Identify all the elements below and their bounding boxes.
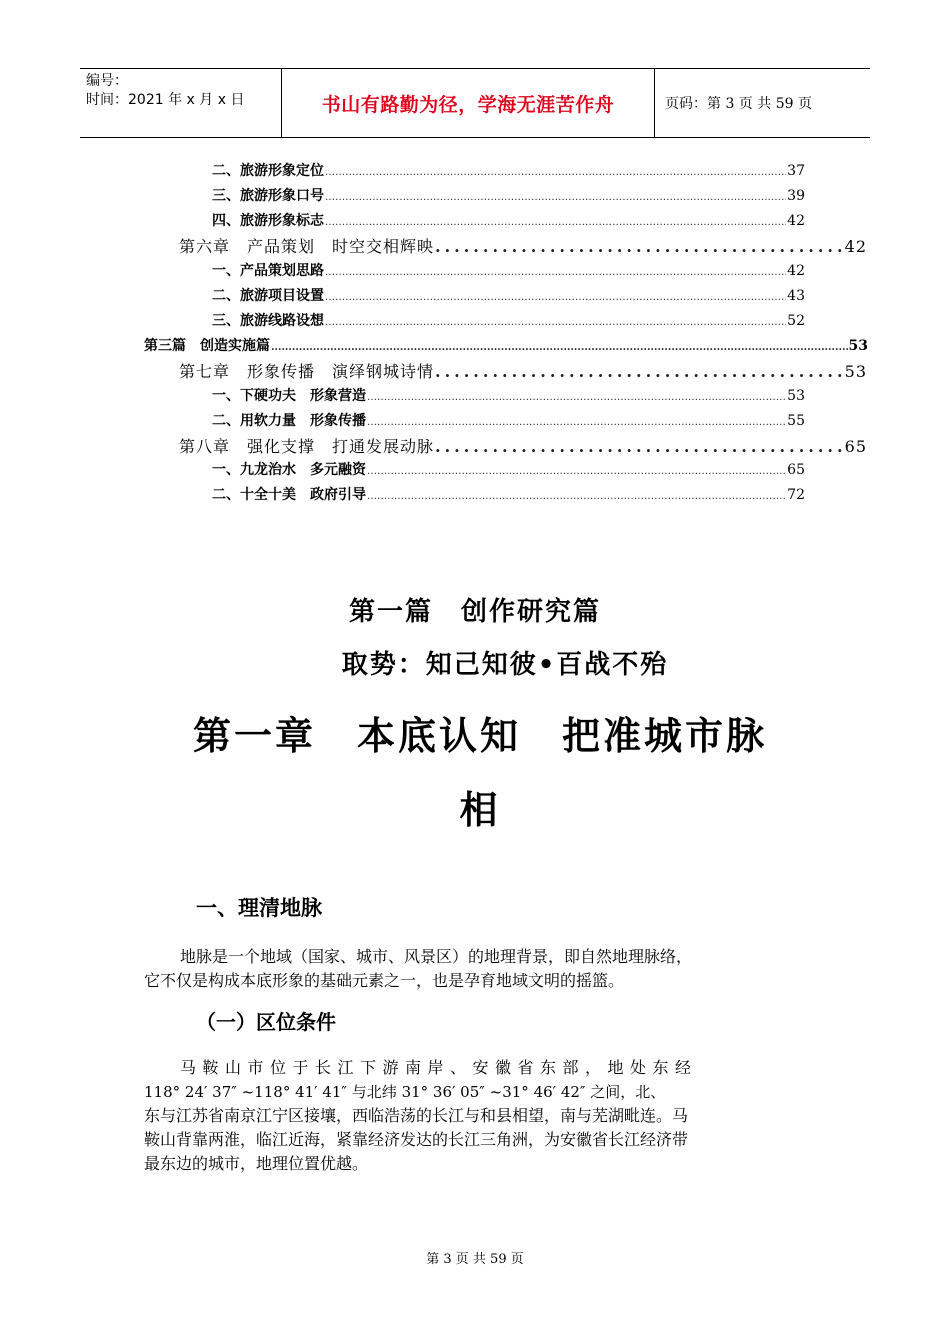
page-footer: 第 3 页 共 59 页 bbox=[426, 1252, 524, 1267]
toc-entry-title: 二、旅游项目设置 bbox=[212, 288, 324, 304]
number-label: 编号： bbox=[86, 73, 128, 89]
toc-leader bbox=[367, 491, 786, 502]
toc-entry-page: 72 bbox=[787, 487, 805, 503]
toc-entry-title: 一、产品策划思路 bbox=[212, 263, 324, 279]
toc-chapter-entry[interactable] bbox=[179, 234, 867, 257]
toc-entry-title: 三、旅游线路设想 bbox=[212, 313, 324, 329]
toc-leader bbox=[435, 362, 844, 381]
header-meta bbox=[80, 69, 282, 137]
toc-entry-title: 三、旅游形象口号 bbox=[212, 188, 324, 204]
paragraph-line: 118° 24′ 37″ ~118° 41′ 41″ 与北纬 31° 36′ 05″ ~31° 46′ 42″ 之间，北、 bbox=[144, 1083, 666, 1101]
toc-part-entry[interactable] bbox=[144, 335, 868, 355]
toc-entry-title: 一、九龙治水 多元融资 bbox=[212, 462, 366, 478]
part-title: 第一篇 创作研究篇 bbox=[348, 597, 601, 627]
toc-entry-title: 二、用软力量 形象传播 bbox=[212, 413, 366, 429]
paragraph-line: 鞍山背靠两淮，临江近海，紧靠经济发达的长江三角洲，为安徽省长江经济带 bbox=[144, 1130, 689, 1149]
toc-entry-title: 一、下硬功夫 形象营造 bbox=[212, 388, 366, 404]
toc-entry-page: 53 bbox=[844, 362, 867, 381]
toc-entry-page: 42 bbox=[844, 237, 867, 256]
toc-entry-page: 55 bbox=[787, 413, 805, 429]
header-page-info: 页码：第 3 页 共 59 页 bbox=[665, 96, 812, 112]
toc-leader bbox=[325, 267, 786, 278]
toc-leader bbox=[367, 466, 786, 477]
toc-entry[interactable] bbox=[212, 484, 805, 504]
toc-entry[interactable] bbox=[212, 410, 805, 430]
toc-entry[interactable] bbox=[212, 210, 805, 230]
toc-entry[interactable] bbox=[212, 385, 805, 405]
toc-leader bbox=[435, 237, 844, 256]
toc-chapter-entry[interactable] bbox=[179, 434, 867, 457]
part-subtitle: 取势：知己知彼•百战不殆 bbox=[341, 650, 669, 680]
toc-leader bbox=[325, 192, 786, 203]
toc-entry-title: 第七章 形象传播 演绎钢城诗情 bbox=[179, 362, 435, 381]
toc-entry[interactable] bbox=[212, 285, 805, 305]
toc-leader bbox=[325, 217, 786, 228]
toc-entry-page: 53 bbox=[848, 338, 868, 354]
toc-entry-title: 二、十全十美 政府引导 bbox=[212, 487, 366, 503]
toc-entry-page: 42 bbox=[787, 263, 805, 279]
paragraph bbox=[144, 945, 804, 993]
paragraph bbox=[144, 1056, 804, 1176]
toc-entry-page: 53 bbox=[787, 388, 805, 404]
toc-leader bbox=[367, 417, 786, 428]
toc-entry-page: 42 bbox=[787, 213, 805, 229]
toc-entry-title: 第八章 强化支撑 打通发展动脉 bbox=[179, 437, 435, 456]
paragraph-line: 它不仅是构成本底形象的基础元素之一，也是孕育地域文明的摇篮。 bbox=[144, 971, 625, 990]
toc-entry-page: 65 bbox=[787, 462, 805, 478]
toc-leader bbox=[325, 317, 786, 328]
toc-entry-title: 第六章 产品策划 时空交相辉映 bbox=[179, 237, 435, 256]
toc-entry[interactable] bbox=[212, 160, 805, 180]
time-label: 时间：2021 年 x 月 x 日 bbox=[86, 92, 245, 108]
toc-entry[interactable] bbox=[212, 310, 805, 330]
toc-entry[interactable] bbox=[212, 260, 805, 280]
header-motto: 书山有路勤为径，学海无涯苦作舟 bbox=[282, 69, 655, 137]
toc-entry-page: 52 bbox=[787, 313, 805, 329]
toc-entry[interactable] bbox=[212, 185, 805, 205]
chapter-title-line2: 相 bbox=[459, 787, 501, 832]
subsection-heading: （一）区位条件 bbox=[196, 1010, 336, 1034]
paragraph-line: 最东边的城市，地理位置优越。 bbox=[144, 1154, 369, 1173]
toc-leader bbox=[435, 437, 844, 456]
paragraph-line: 马鞍山市位于长江下游南岸、安徽省东部，地处东经 bbox=[180, 1058, 698, 1077]
toc-leader bbox=[325, 167, 786, 178]
toc-entry-title: 二、旅游形象定位 bbox=[212, 163, 324, 179]
toc-entry-title: 四、旅游形象标志 bbox=[212, 213, 324, 229]
toc-leader bbox=[325, 292, 786, 303]
toc-entry-page: 43 bbox=[787, 288, 805, 304]
toc-entry[interactable] bbox=[212, 459, 805, 479]
chapter-title bbox=[160, 702, 800, 844]
toc-entry-page: 39 bbox=[787, 188, 805, 204]
toc-entry-page: 37 bbox=[787, 163, 805, 179]
paragraph-line: 地脉是一个地域（国家、城市、风景区）的地理背景，即自然地理脉络， bbox=[180, 947, 693, 966]
section-heading: 一、理清地脉 bbox=[196, 896, 322, 920]
paragraph-line: 东与江苏省南京江宁区接壤，西临浩荡的长江与和县相望，南与芜湖毗连。马 bbox=[144, 1106, 689, 1125]
chapter-title-line1: 第一章 本底认知 把准城市脉 bbox=[192, 713, 767, 758]
toc-entry-page: 65 bbox=[844, 437, 867, 456]
toc-leader bbox=[271, 342, 848, 353]
toc-entry-title: 第三篇 创造实施篇 bbox=[144, 338, 270, 354]
page-header bbox=[80, 68, 870, 138]
toc-leader bbox=[367, 392, 786, 403]
toc-chapter-entry[interactable] bbox=[179, 359, 867, 382]
